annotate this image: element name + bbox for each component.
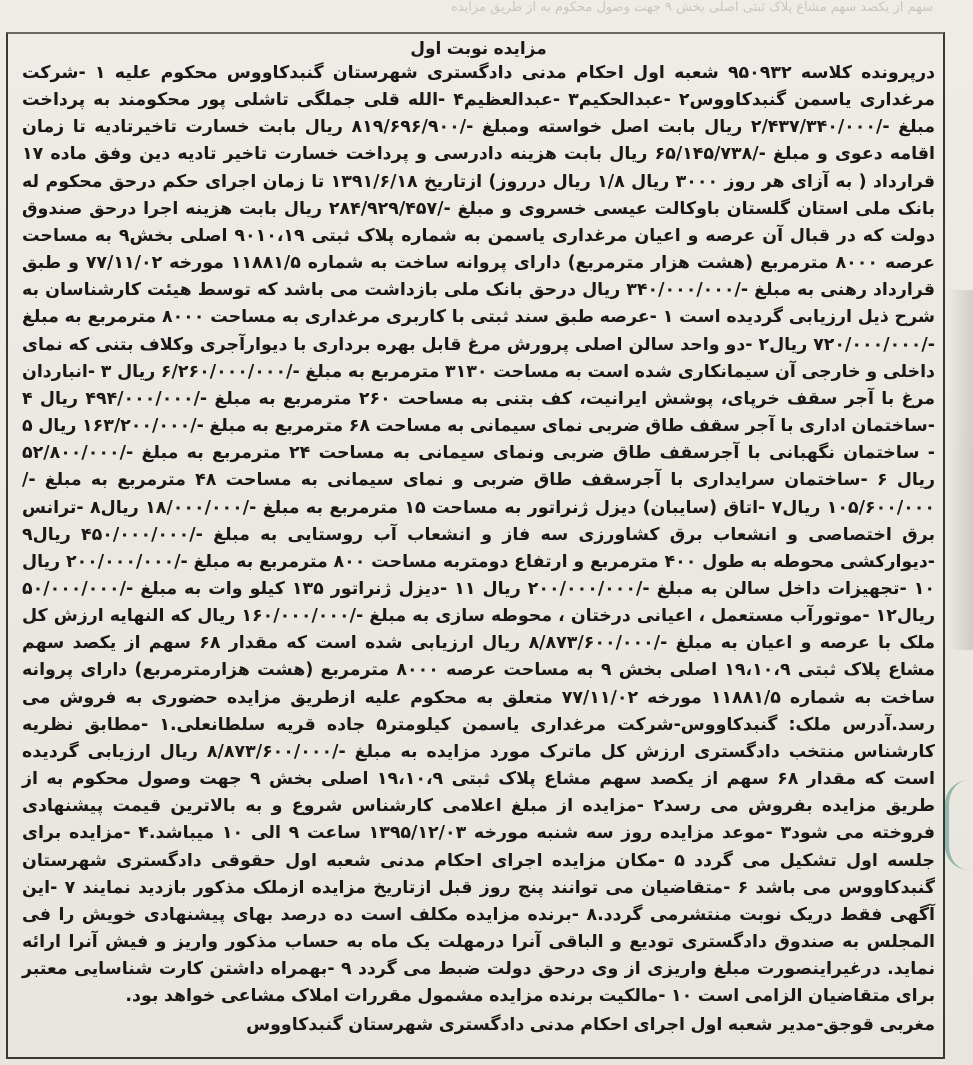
shadow-edge [947, 290, 973, 650]
notice-body: درپرونده کلاسه ۹۵۰۹۳۲ شعبه اول احکام مدنی دادگستری شهرستان گنبدکاووس محکوم علیه ۱ -شرکت مرغداری یاسمن گنبدکاووس۲ -عبدالحکیم۳ -عبدالعظیم۴ -الله قلی جملگی تاشلی پور محکومند به پرداخت مبلغ -/۲/۴۳۷/۳۴۰/۰۰۰ ریال بابت اصل خواسته ومبلغ -/۸۱۹/۶۹۶/۹۰۰ ریال بابت خسارت تاخیرتادیه تا زمان اقامه دعوی و مبلغ -/۶۵/۱۴۵/۷۳۸ ریال بابت هزینه دادرسی و پرداخت خسارت تاخیر تادیه دین وفق ماده ۱۷ قرارداد ( به آزای هر روز ۳۰۰۰ ریال ۱/۸ ریال درروز) ازتاریخ ۱۳۹۱/۶/۱۸ تا زمان اجرای حکم درحق محکوم له بانک ملی استان گلستان باوکالت عیسی خسروی و مبلغ -/۲۸۴/۹۲۹/۴۵۷ ریال بابت هزینه اجرا درحق صندوق دولت که در قبال آن عرصه و اعیان مرغداری یاسمن به شماره پلاک ثبتی ۹۰۱۰،۱۹ اصلی بخش۹ به مساحت عرصه ۸۰۰۰ مترمربع (هشت هزار مترمربع) دارای پروانه ساخت به شماره ۱۱۸۸۱/۵ مورخه ۷۷/۱۱/۰۲ و طبق قرارداد رهنی به مبلغ -/۳۴۰/۰۰۰/۰۰۰ ریال درحق بانک ملی بازداشت می باشد که توسط هیئت کارشناسان به شرح ذیل ارزیابی گردیده است ۱ -عرصه طبق سند ثبتی با کاربری مرغداری به مساحت ۸۰۰۰ مترمربع به مبلغ -/۷۲۰/۰۰۰/۰۰۰ ریال۲ -دو واحد سالن اصلی پرورش مرغ قابل بهره برداری با دیوارآجری وکلاف بتنی که نمای داخلی و خارجی آن سیمانکاری شده است به مساحت ۳۱۳۰ مترمربع به مبلغ -/۶/۲۶۰/۰۰۰/۰۰۰ ریال ۳ -انباردان مرغ با آجر سقف خرپای، پوشش ایرانیت، کف بتنی به مساحت ۲۶۰ مترمربع به مبلغ -/۴۹۴/۰۰۰/۰۰۰ ریال ۴ -ساختمان اداری با آجر سقف طاق ضربی نمای سیمانی به مساحت ۶۸ مترمربع به مبلغ -/۱۶۳/۲۰۰/۰۰۰ ریال ۵ - ساختمان نگهبانی با آجرسقف طاق ضربی ونمای سیمانی به مساحت ۲۴ مترمربع به مبلغ -/۵۲/۸۰۰/۰۰۰ ریال ۶ -ساختمان سرایداری با آجرسقف طاق ضربی و نمای سیمانی به مساحت ۴۸ مترمربع به مبلغ -/۱۰۵/۶۰۰/۰۰۰ ریال۷ -اتاق (سایبان) دیزل ژنراتور به مساحت ۱۵ مترمربع به مبلغ -/۱۸/۰۰۰/۰۰۰ ریال۸ -ترانس برق اختصاصی و انشعاب برق کشاورزی سه فاز و انشعاب آب روستایی به مبلغ -/۴۵۰/۰۰۰/۰۰۰ ریال۹ -دیوارکشی محوطه به طول ۴۰۰ مترمربع و ارتفاع دومتربه مساحت ۸۰۰ مترمربع به مبلغ -/۲۰۰/۰۰۰/۰۰۰ ریال ۱۰ -تجهیزات داخل سالن به مبلغ -/۲۰۰/۰۰۰/۰۰۰ ریال ۱۱ -دیزل ژنراتور ۱۳۵ کیلو وات به مبلغ -/۵۰/۰۰۰/۰۰۰ ریال۱۲ -موتورآب مستعمل ، اعیانی درختان ، محوطه سازی به مبلغ -/۱۶۰/۰۰۰/۰۰۰ ریال که النهایه ارزش کل ملک با عرصه و اعیان به مبلغ -/۸/۸۷۳/۶۰۰/۰۰۰ ریال ارزیابی شده است که مقدار ۶۸ سهم از یکصد سهم مشاع پلاک ثبتی ۱۹،۱۰،۹ اصلی بخش ۹ به مساحت عرصه ۸۰۰۰ مترمربع (هشت هزارمترمربع) دارای پروانه ساخت به شماره ۱۱۸۸۱/۵ مورخه ۷۷/۱۱/۰۲ متعلق به محکوم علیه ازطریق مزایده حضوری به فروش می رسد.آدرس ملک: گنبدکاووس-شرکت مرغداری یاسمن کیلومتر۵ جاده قریه سلطانعلی.۱ -مطابق نظریه کارشناس منتخب دادگستری ارزش کل ماترک مورد مزایده به مبلغ -/۸/۸۷۳/۶۰۰/۰۰۰ ریال ارزیابی گردیده است که مقدار ۶۸ سهم از یکصد سهم مشاع پلاک ثبتی ۱۹،۱۰،۹ اصلی بخش ۹ جهت وصول محکوم به از طریق مزایده بفروش می رسد۲ -مزایده از مبلغ اعلامی کارشناس شروع و به بالاترین قیمت پیشنهادی فروخته می شود۳ -موعد مزایده روز سه شنبه مورخه ۱۳۹۵/۱۲/۰۳ ساعت ۹ الی ۱۰ میباشد.۴ -مزایده برای جلسه اول تشکیل می گردد ۵ -مکان مزایده اجرای احکام مدنی شعبه اول حقوقی دادگستری شهرستان گنبدکاووس می باشد ۶ -متقاضیان می توانند پنج روز قبل ازتاریخ مزایده ازملک مذکور بازدید نمایند ۷ -این آگهی فقط دریک نوبت منتشرمی گردد.۸ -برنده مزایده مکلف است ده درصد بهای پیشنهادی خویش را فی المجلس به صندوق دادگستری تودیع و الباقی آنرا درمهلت یک ماه به حساب مذکور واریز و فیش آنرا ارائه نماید. درغیراینصورت مبلغ واریزی از وی درحق دولت ضبط می گردد ۹ -بهمراه داشتن کارت شناسایی معتبر برای متقاضیان الزامی است ۱۰ -مالکیت برنده مزایده مشمول مقررات املاک مشاعی خواهد بود. [22, 63, 936, 1007]
ink-mark [945, 780, 969, 870]
notice-signature: مغربی قوجق-مدیر شعبه اول اجرای احکام مدنی دادگستری شهرستان گنبدکاووس [246, 1015, 935, 1036]
auction-notice [22, 38, 935, 1055]
bleed-through-text: سهم از یکصد سهم مشاع پلاک ثبتی اصلی بخش ۹ جهت وصول محکوم به از طریق مزایده [451, 0, 933, 15]
notice-title: مزایده نوبت اول [410, 39, 547, 59]
